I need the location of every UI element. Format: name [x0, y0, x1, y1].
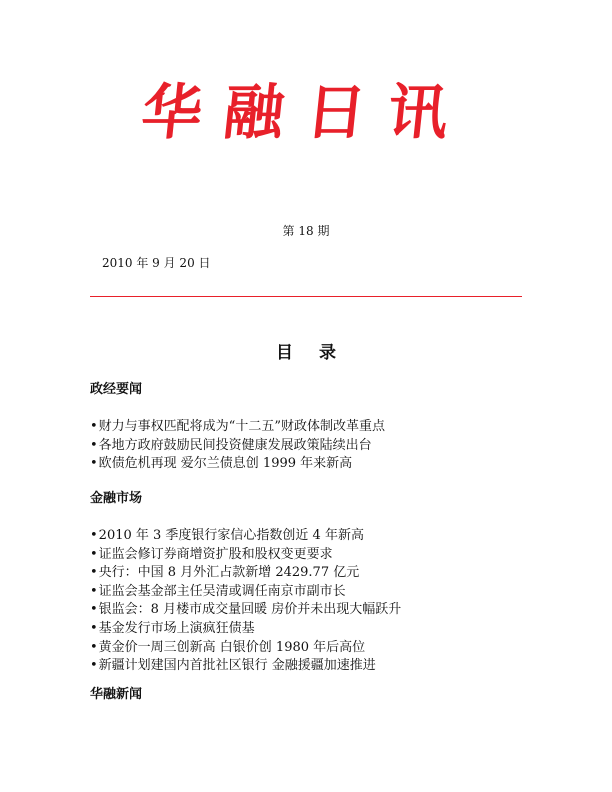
section-politics-economy: [90, 381, 385, 474]
toc-title: 目录: [276, 343, 362, 363]
list-item[interactable]: •2010 年 3 季度银行家信心指数创近 4 年新高: [90, 528, 364, 543]
section-financial-markets: [90, 490, 401, 676]
list-item[interactable]: •财力与事权匹配将成为“十二五”财政体制改革重点: [90, 419, 385, 434]
masthead-title: 华融日讯: [138, 78, 474, 148]
section-title: 政经要闻: [90, 382, 143, 397]
list-item[interactable]: •证监会基金部主任吴清或调任南京市副市长: [90, 583, 346, 599]
list-item[interactable]: •基金发行市场上演疯狂债基: [90, 620, 255, 636]
list-item[interactable]: •各地方政府鼓励民间投资健康发展政策陆续出台: [90, 437, 372, 453]
list-item[interactable]: •证监会修订券商增资扩股和股权变更要求: [90, 546, 333, 562]
section-item-list: [90, 527, 401, 676]
issue-date: 2010 年 9 月 20 日: [102, 256, 211, 270]
list-item[interactable]: •欧债危机再现 爱尔兰债息创 1999 年来新高: [90, 456, 353, 472]
list-item[interactable]: •黄金价一周三创新高 白银价创 1980 年后高位: [90, 639, 366, 655]
list-item[interactable]: •央行：中国 8 月外汇占款新增 2429.77 亿元: [90, 565, 360, 581]
header-divider: [90, 296, 522, 297]
section-title: 金融市场: [90, 491, 143, 506]
section-huarong-news: [90, 686, 142, 704]
section-title: 华融新闻: [90, 687, 143, 702]
issue-number: 第 18 期: [282, 224, 330, 238]
list-item[interactable]: •银监会：8 月楼市成交量回暖 房价并未出现大幅跃升: [90, 602, 402, 618]
section-item-list: [90, 418, 385, 474]
list-item[interactable]: •新疆计划建国内首批社区银行 金融援疆加速推进: [90, 658, 376, 674]
